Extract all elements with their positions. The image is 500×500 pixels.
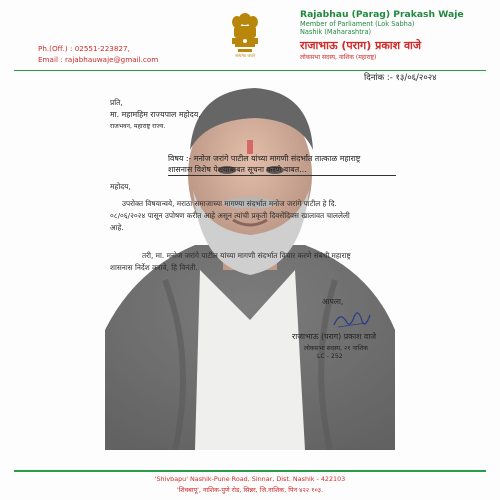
date-value: १३/०६/२०२४ (395, 73, 437, 83)
email-label: Email : (38, 55, 63, 64)
footer-address-marathi: 'शिवबापू', नाशिक-पुणे रोड, सिन्नर, जि.नाशिक, पिन ४२२ १०३. (176, 486, 324, 494)
letter-subject (168, 153, 408, 175)
signer-designation: लोकसभा सदस्य, २१ नाशिक (304, 345, 369, 352)
paragraph-2 (110, 250, 462, 274)
para2-line2: शासनास निर्देश करावे, हि विनंती. (110, 263, 198, 272)
paragraph-1 (110, 198, 462, 234)
footer-divider (14, 470, 486, 472)
mp-designation-marathi: लोकसभा सदस्य, नाशिक (महाराष्ट्र) (300, 54, 377, 61)
prati-label: प्रति, (110, 98, 123, 107)
para1-line1: उपरोक्त विषयान्वये, मराठा समाजाच्या मागण्या संदर्भात मनोज जरांगे पाटील हे दि. (122, 199, 337, 208)
closing-text: आपला, (322, 297, 344, 306)
mp-name-marathi: राजाभाऊ (पराग) प्रकाश वाजे (300, 39, 422, 52)
phone-number: 02551-223827, (74, 44, 130, 53)
salutation: महोदय, (110, 182, 131, 191)
para1-line2: ०८/०६/२०२४ पासून उपोषण करीत आहे असून त्यांची प्रकृती दिवसेंदिवस खालावत चाललेली (110, 211, 350, 220)
svg-text:सत्यमेव जयते: सत्यमेव जयते (235, 53, 255, 58)
signature-image (332, 309, 372, 331)
date-label: दिनांक :- (364, 73, 393, 83)
signer-code: LC - 252 (317, 353, 343, 360)
phone-label: Ph.(Off.) : (38, 44, 73, 53)
national-emblem-icon (226, 10, 264, 58)
mp-designation-english: Member of Parliament (Lok Sabha) (300, 20, 415, 28)
subject-line2: शासनास विशेष पेशयाबाबत सूचना करणे बाबत... (168, 165, 307, 174)
header-right (300, 9, 490, 61)
email-address: rajabhauwaje@gmail.com (64, 55, 159, 64)
para1-line3: आहे. (110, 223, 124, 232)
footer-address-english: 'Shivbapu' Nashik-Pune Road, Sinnar, Dist. Nashik - 422103 (154, 475, 346, 483)
contact-info (38, 43, 158, 65)
signer-name: राजाभाऊ (पराग) प्रकाश वाजे (292, 332, 377, 341)
subject-line1: विषय :- मनोज जरांगे पाटील यांच्या मागणी संदर्भात तात्काळ महाराष्ट्र (168, 154, 361, 163)
addressee-line1: मा. महामहिम राज्यपाल महोदय, (110, 110, 201, 119)
mp-name-english: Rajabhau (Parag) Prakash Waje (300, 9, 464, 20)
subject-underline (168, 175, 396, 176)
addressee-line2: राजभवन, महाराष्ट्र राज्य. (110, 123, 166, 130)
mp-place-english: Nashik (Maharashtra) (300, 28, 372, 36)
header-divider (14, 70, 486, 71)
para2-line1: तरी, मा. मनोज जरांगे पाटील यांच्या मागणी संदर्भात विचार करणे संबंधी महाराष्ट्र (142, 251, 351, 260)
